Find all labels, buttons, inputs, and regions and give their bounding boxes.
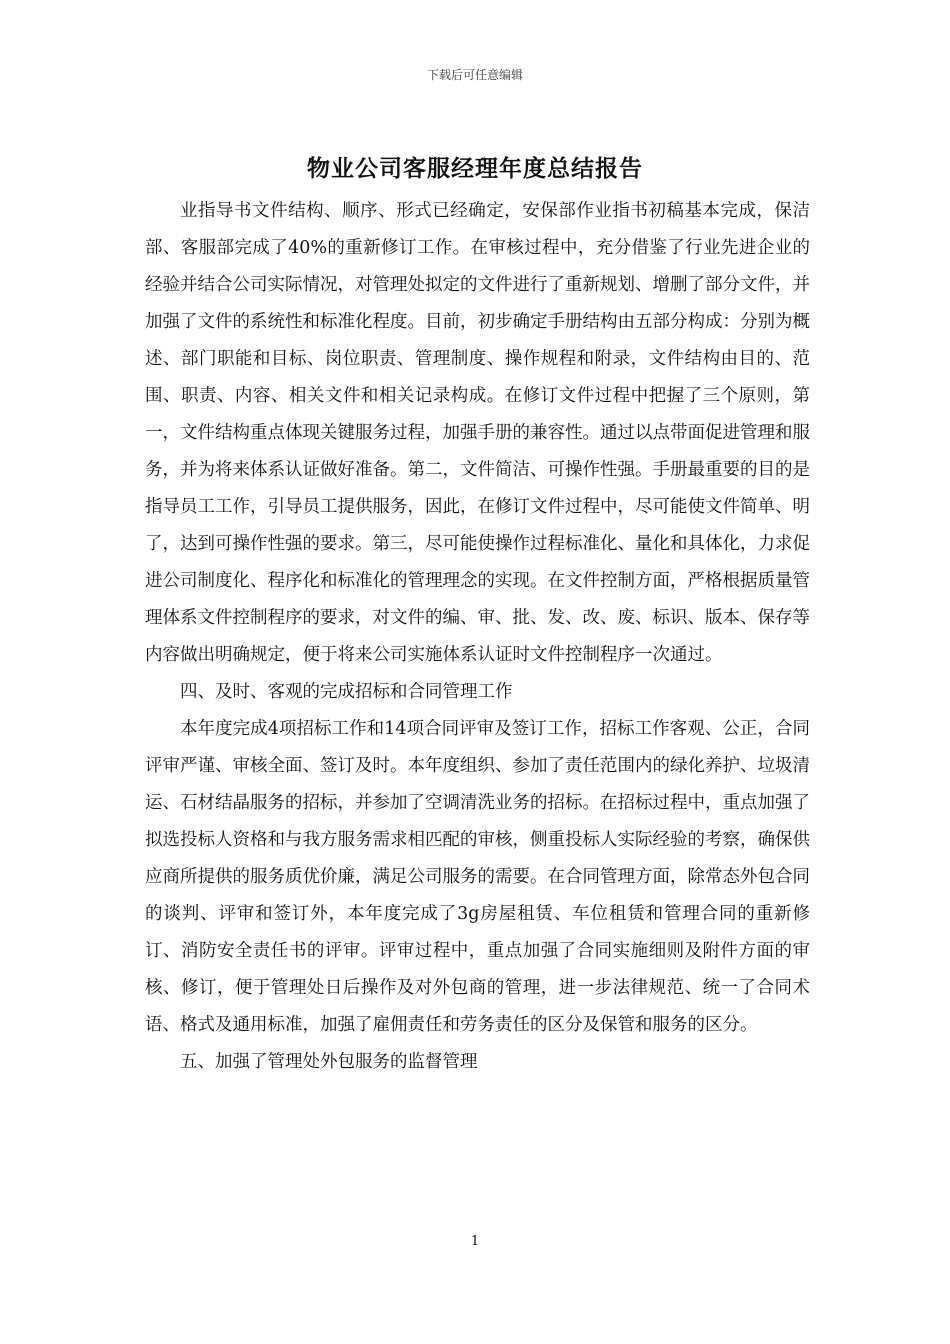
page-number: 1 <box>470 1234 480 1249</box>
section-heading: 五、加强了管理处外包服务的监督管理 <box>180 1052 478 1072</box>
document-body <box>145 193 810 1081</box>
header-note: 下载后可任意编辑 <box>426 68 523 82</box>
document-title: 物业公司客服经理年度总结报告 <box>307 155 643 182</box>
paragraph: 本年度完成4项招标工作和14项合同评审及签订工作，招标工作客观、公正，合同评审严谨、审核全面、签订及时。本年度组织、参加了责任范围内的绿化养护、垃圾清运、石材结晶服务的招标，并参加了空调清洗业务的招标。在招标过程中，重点加强了拟选投标人资格和与我方服务需求相匹配的审核，侧重投标人实际经验的考察，确保供应商所提供的服务质优价廉，满足公司服务的需要。在合同管理方面，除常态外包合同的谈判、评审和签订外，本年度完成了3g房屋租赁、车位租赁和管理合同的重新修订、消防安全责任书的评审。评审过程中，重点加强了合同实施细则及附件方面的审核、修订，便于管理处日后操作及对外包商的管理，进一步法律规范、统一了合同术语、格式及通用标准，加强了雇佣责任和劳务责任的区分及保管和服务的区分。 <box>145 719 810 1035</box>
paragraph: 业指导书文件结构、顺序、形式已经确定，安保部作业指书初稿基本完成，保洁部、客服部完成了40%的重新修订工作。在审核过程中，充分借鉴了行业先进企业的经验并结合公司实际情况，对管理处拟定的文件进行了重新规划、增删了部分文件，并加强了文件的系统性和标准化程度。目前，初步确定手册结构由五部分构成：分别为概述、部门职能和目标、岗位职责、管理制度、操作规程和附录，文件结构由目的、范围、职责、内容、相关文件和相关记录构成。在修订文件过程中把握了三个原则，第一，文件结构重点体现关键服务过程，加强手册的兼容性。通过以点带面促进管理和服务，并为将来体系认证做好准备。第二，文件简洁、可操作性强。手册最重要的目的是指导员工工作，引导员工提供服务，因此，在修订文件过程中，尽可能使文件简单、明了，达到可操作性强的要求。第三，尽可能使操作过程标准化、量化和具体化，力求促进公司制度化、程序化和标准化的管理理念的实现。在文件控制方面，严格根据质量管理体系文件控制程序的要求，对文件的编、审、批、发、改、废、标识、版本、保存等内容做出明确规定，便于将来公司实施体系认证时文件控制程序一次通过。 <box>145 201 810 665</box>
section-heading: 四、及时、客观的完成招标和合同管理工作 <box>180 682 513 702</box>
